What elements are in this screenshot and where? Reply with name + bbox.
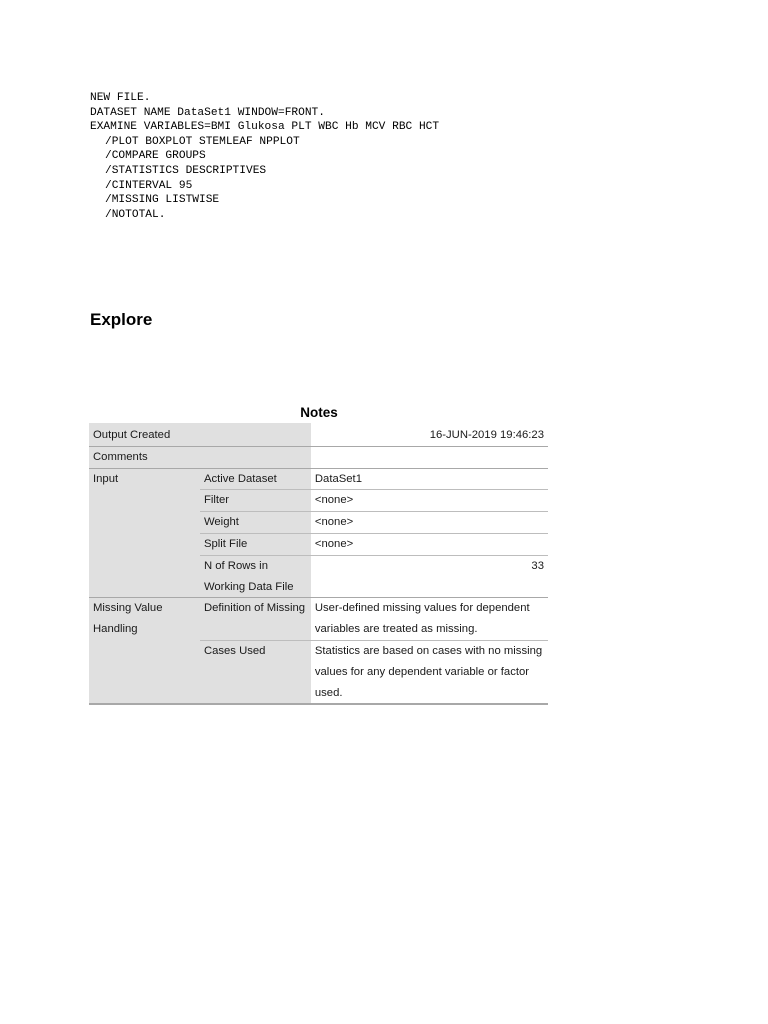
definition-value: User-defined missing values for dependent variables are treated as missing. — [311, 598, 548, 641]
syntax-line: EXAMINE VARIABLES=BMI Glukosa PLT WBC Hb MCV RBC HCT — [90, 121, 440, 134]
table-row — [89, 446, 548, 468]
output-created-value: 16-JUN-2019 19:46:23 — [311, 423, 548, 446]
weight-label: Weight — [200, 512, 311, 534]
syntax-block — [90, 91, 439, 222]
section-title: Explore — [90, 310, 153, 329]
active-dataset-value: DataSet1 — [311, 468, 548, 490]
syntax-line: /NOTOTAL. — [105, 208, 166, 221]
syntax-line: /COMPARE GROUPS — [105, 150, 206, 163]
syntax-line: /MISSING LISTWISE — [105, 194, 220, 207]
filter-label: Filter — [200, 490, 311, 512]
comments-value — [311, 446, 548, 468]
notes-table-title: Notes — [300, 405, 338, 420]
split-file-value: <none> — [311, 533, 548, 555]
output-created-label: Output Created — [89, 423, 311, 446]
definition-label: Definition of Missing — [200, 598, 311, 641]
missing-handling-label: Missing Value Handling — [89, 598, 200, 704]
syntax-line: /PLOT BOXPLOT STEMLEAF NPPLOT — [105, 135, 300, 148]
comments-label: Comments — [89, 446, 311, 468]
n-rows-label: N of Rows in Working Data File — [200, 555, 311, 598]
notes-table — [89, 423, 548, 705]
table-row — [89, 598, 548, 641]
input-label: Input — [89, 468, 200, 598]
syntax-line: /CINTERVAL 95 — [105, 179, 193, 192]
cases-used-value: Statistics are based on cases with no missing values for any dependent variable or factor used. — [311, 640, 548, 704]
split-file-label: Split File — [200, 533, 311, 555]
cases-used-label: Cases Used — [200, 640, 311, 704]
active-dataset-label: Active Dataset — [200, 468, 311, 490]
filter-value: <none> — [311, 490, 548, 512]
table-row — [89, 423, 548, 446]
weight-value: <none> — [311, 512, 548, 534]
syntax-line: DATASET NAME DataSet1 WINDOW=FRONT. — [90, 106, 325, 119]
syntax-line: /STATISTICS DESCRIPTIVES — [105, 164, 267, 177]
syntax-line: NEW FILE. — [90, 92, 151, 104]
table-row — [89, 468, 548, 490]
n-rows-value: 33 — [311, 555, 548, 598]
